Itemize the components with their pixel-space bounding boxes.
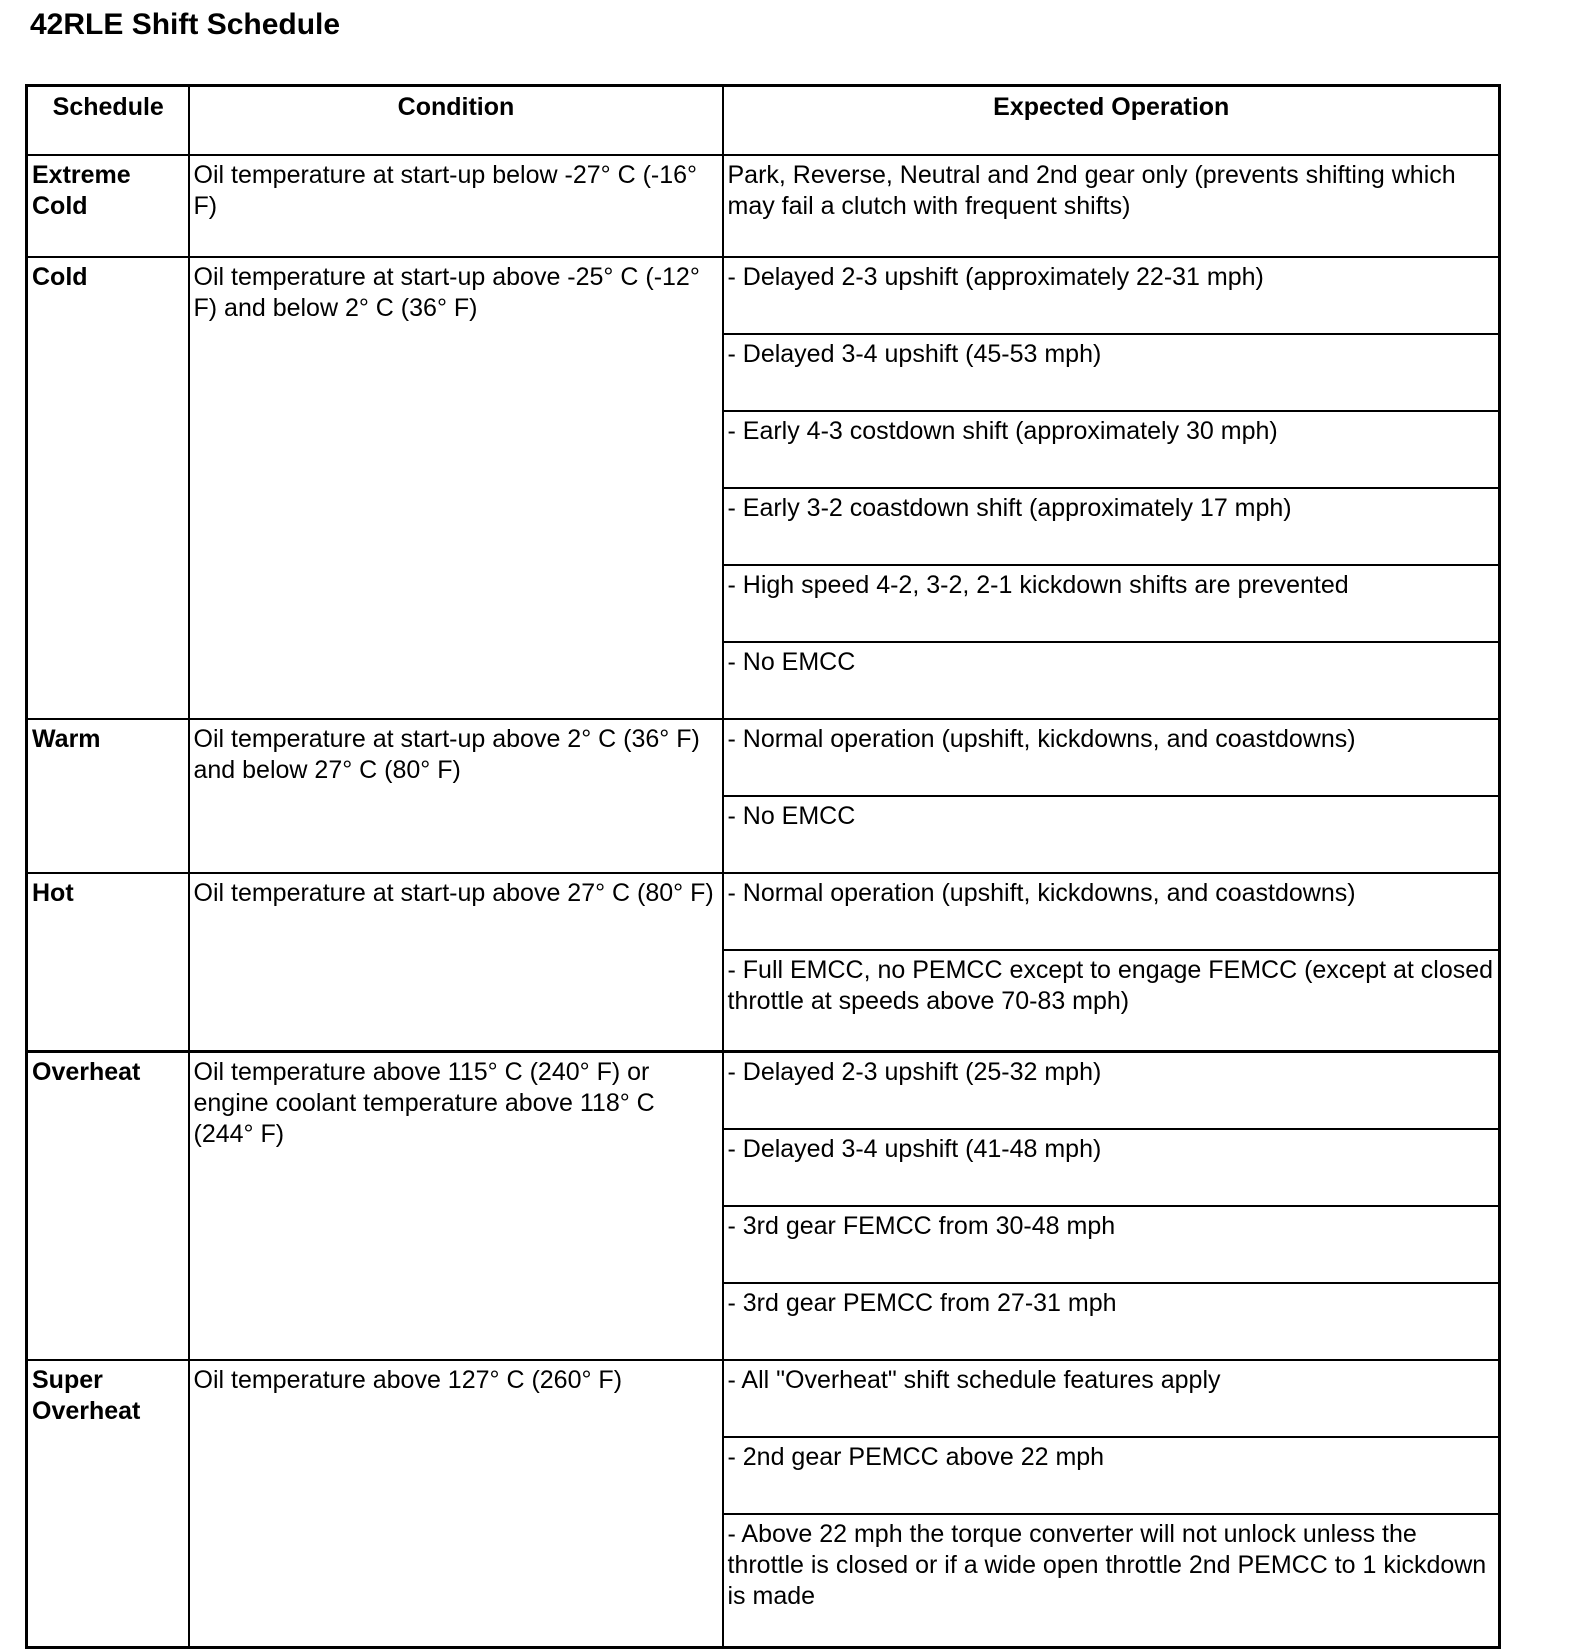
column-header-condition: Condition [189, 86, 723, 156]
condition-cell: Oil temperature at start-up above 27° C (80° F) [189, 873, 723, 1052]
operation-cell: - Normal operation (upshift, kickdowns, and coastdowns) [723, 719, 1500, 796]
condition-cell: Oil temperature above 115° C (240° F) or engine coolant temperature above 118° C (244° F) [189, 1052, 723, 1361]
column-header-expected-operation: Expected Operation [723, 86, 1500, 156]
operation-cell: - Delayed 3-4 upshift (41-48 mph) [723, 1129, 1500, 1206]
table-row-super-overheat [27, 1360, 1500, 1437]
operation-cell: - Delayed 2-3 upshift (approximately 22-31 mph) [723, 257, 1500, 334]
operation-cell: Park, Reverse, Neutral and 2nd gear only (prevents shifting which may fail a clutch with frequent shifts) [723, 155, 1500, 257]
table-row-hot [27, 873, 1500, 950]
column-header-schedule: Schedule [27, 86, 189, 156]
operation-cell: - Delayed 3-4 upshift (45-53 mph) [723, 334, 1500, 411]
table-header-row [27, 86, 1500, 156]
condition-cell: Oil temperature above 127° C (260° F) [189, 1360, 723, 1648]
schedule-cell: Super Overheat [27, 1360, 189, 1648]
operation-cell: - All "Overheat" shift schedule features apply [723, 1360, 1500, 1437]
operation-cell: - Normal operation (upshift, kickdowns, and coastdowns) [723, 873, 1500, 950]
operation-cell: - 2nd gear PEMCC above 22 mph [723, 1437, 1500, 1514]
schedule-cell: Hot [27, 873, 189, 1052]
shift-schedule-table [25, 84, 1501, 1649]
table-row-extreme-cold [27, 155, 1500, 257]
operation-cell: - High speed 4-2, 3-2, 2-1 kickdown shifts are prevented [723, 565, 1500, 642]
operation-cell: - Full EMCC, no PEMCC except to engage FEMCC (except at closed throttle at speeds above 70-83 mph) [723, 950, 1500, 1052]
table-row-cold [27, 257, 1500, 334]
operation-cell: - Above 22 mph the torque converter will not unlock unless the throttle is closed or if a wide open throttle 2nd PEMCC to 1 kickdown is made [723, 1514, 1500, 1648]
schedule-cell: Warm [27, 719, 189, 873]
operation-cell: - Early 4-3 costdown shift (approximately 30 mph) [723, 411, 1500, 488]
operation-cell: - No EMCC [723, 642, 1500, 719]
operation-cell: - Early 3-2 coastdown shift (approximately 17 mph) [723, 488, 1500, 565]
operation-cell: - 3rd gear PEMCC from 27-31 mph [723, 1283, 1500, 1360]
table-row-warm [27, 719, 1500, 796]
table-row-overheat [27, 1052, 1500, 1130]
condition-cell: Oil temperature at start-up above 2° C (36° F) and below 27° C (80° F) [189, 719, 723, 873]
condition-cell: Oil temperature at start-up below -27° C (-16° F) [189, 155, 723, 257]
document-title: 42RLE Shift Schedule [30, 8, 341, 41]
schedule-cell: Extreme Cold [27, 155, 189, 257]
condition-cell: Oil temperature at start-up above -25° C (-12° F) and below 2° C (36° F) [189, 257, 723, 719]
operation-cell: - Delayed 2-3 upshift (25-32 mph) [723, 1052, 1500, 1130]
schedule-cell: Overheat [27, 1052, 189, 1361]
schedule-cell: Cold [27, 257, 189, 719]
operation-cell: - 3rd gear FEMCC from 30-48 mph [723, 1206, 1500, 1283]
operation-cell: - No EMCC [723, 796, 1500, 873]
